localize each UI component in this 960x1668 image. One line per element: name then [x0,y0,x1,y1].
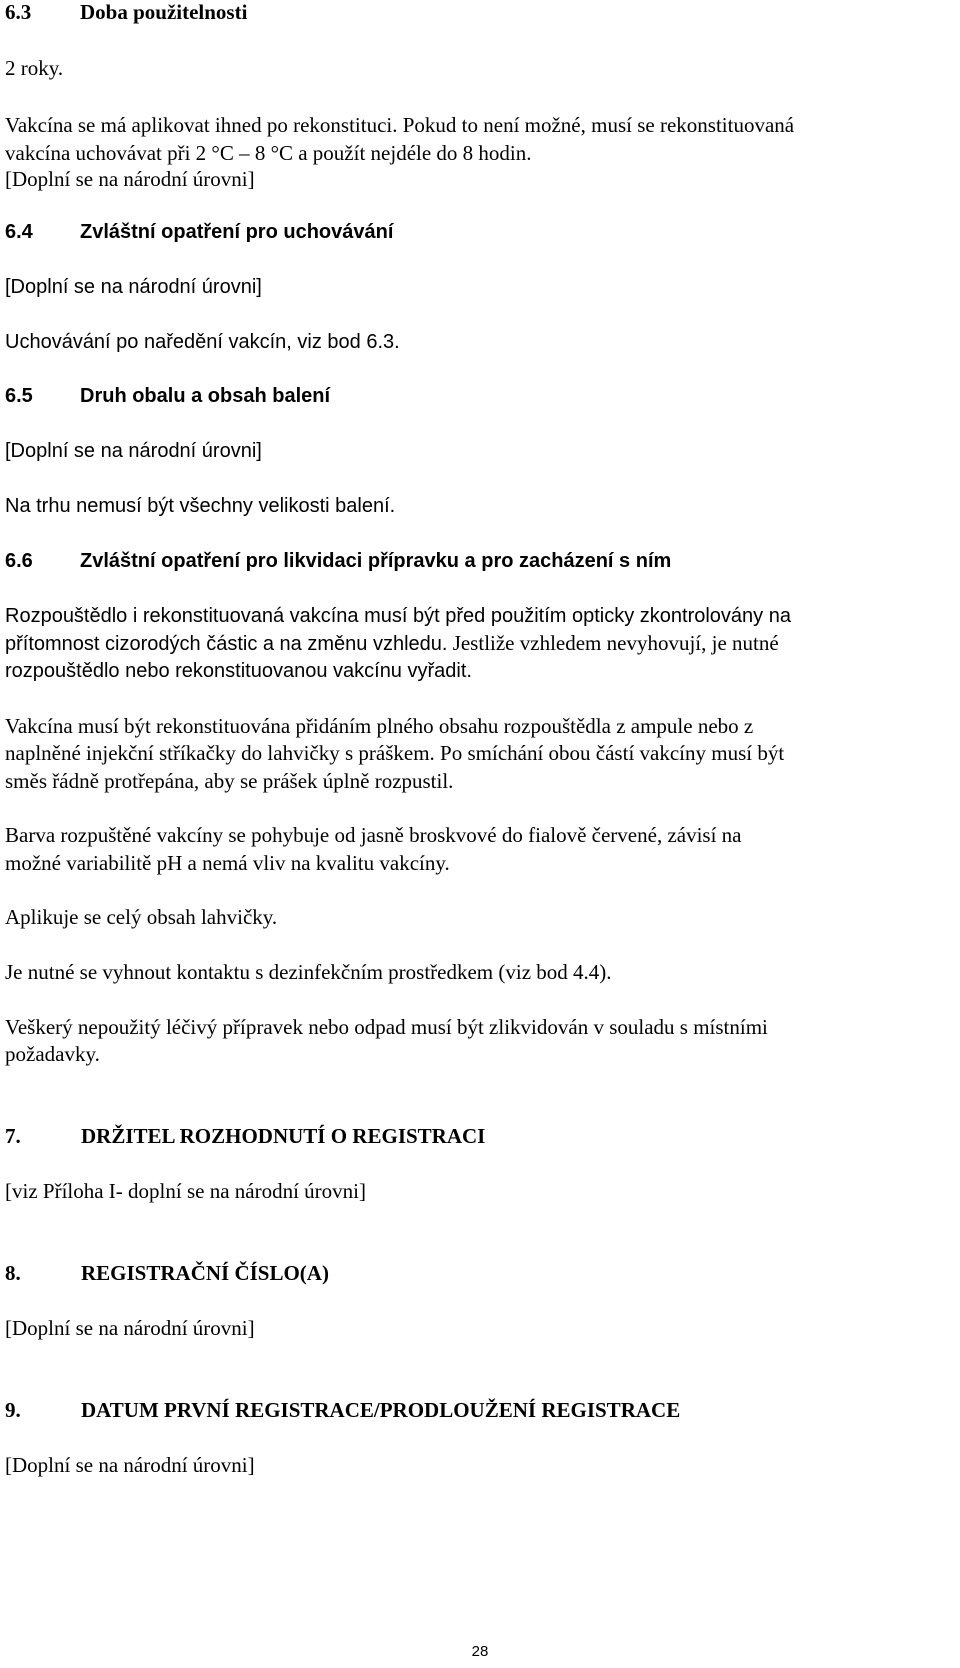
holder-text: [viz Příloha I- doplní se na národní úrovni] [5,1179,366,1203]
section-number: 7. [5,1124,21,1148]
section-number: 6.3 [5,0,32,24]
disinfectant-text: Je nutné se vyhnout kontaktu s dezinfekčním prostředkem (viz bod 4.4). [5,960,612,984]
storage-national-text: [Doplní se na národní úrovni] [5,276,262,298]
inspection-line-1: Rozpouštědlo i rekonstituovaná vakcína musí být před použitím opticky zkontrolovány na [5,605,791,627]
inspection-line-2a: přítomnost cizorodých částic a na změnu vzhledu. [5,633,448,655]
disposal-line-1: Veškerý nepoužitý léčivý přípravek nebo odpad musí být zlikvidován v souladu s místními [5,1015,768,1039]
section-heading-6-5 [5,381,330,412]
reconstitution-method-line-3: směs řádně protřepána, aby se prášek úplně rozpustil. [5,769,454,793]
section-title: REGISTRAČNÍ ČÍSLO(A) [81,1261,329,1285]
section-heading-8 [5,1258,329,1289]
reconstitution-line-2: vakcína uchovávat při 2 °C – 8 °C a použít nejdéle do 8 hodin. [5,141,532,165]
registration-date-text: [Doplní se na národní úrovni] [5,1453,255,1477]
storage-text: Uchovávání po naředění vakcín, viz bod 6.3. [5,331,400,353]
pack-text: Na trhu nemusí být všechny velikosti balení. [5,495,396,517]
section-number: 6.6 [5,550,33,572]
section-number: 8. [5,1261,21,1285]
section-title: Zvláštní opatření pro uchovávání [80,221,394,243]
section-heading-9 [5,1395,680,1426]
section-heading-6-6 [5,546,671,577]
reconstitution-line-1: Vakcína se má aplikovat ihned po rekonstituci. Pokud to není možné, musí se rekonstituovaná [5,113,795,137]
section-title: Druh obalu a obsah balení [80,385,331,407]
section-title: Doba použitelnosti [80,0,248,24]
reconstitution-line-3: [Doplní se na národní úrovni] [5,167,255,191]
colour-line-2: možné variabilitě pH a nemá vliv na kvalitu vakcíny. [5,851,450,875]
section-title: DATUM PRVNÍ REGISTRACE/PRODLOUŽENÍ REGISTRACE [81,1398,681,1422]
section-heading-7 [5,1121,485,1152]
section-heading-6-3 [5,0,247,28]
disposal-line-2: požadavky. [5,1042,100,1066]
administer-text: Aplikuje se celý obsah lahvičky. [5,905,278,929]
section-number: 9. [5,1398,21,1422]
shelf-life-text: 2 roky. [5,56,64,80]
page-number: 28 [471,1643,489,1660]
section-title: Zvláštní opatření pro likvidaci přípravku a pro zacházení s ním [80,550,672,572]
inspection-line-3: rozpouštědlo nebo rekonstituovanou vakcínu vyřadit. [5,660,472,682]
section-number: 6.5 [5,385,33,407]
section-number: 6.4 [5,221,33,243]
section-title: DRŽITEL ROZHODNUTÍ O REGISTRACI [81,1124,486,1148]
colour-line-1: Barva rozpuštěné vakcíny se pohybuje od jasně broskvové do fialově červené, závisí na [5,823,742,847]
inspection-line-2b: Jestliže vzhledem nevyhovují, je nutné [447,631,779,655]
registration-number-text: [Doplní se na národní úrovni] [5,1316,255,1340]
pack-national-text: [Doplní se na národní úrovni] [5,440,262,462]
section-heading-6-4 [5,217,393,248]
reconstitution-method-line-1: Vakcína musí být rekonstituována přidáním plného obsahu rozpouštědla z ampule nebo z [5,714,754,738]
reconstitution-method-line-2: naplněné injekční stříkačky do lahvičky s práškem. Po smíchání obou částí vakcíny musí být [5,741,785,765]
